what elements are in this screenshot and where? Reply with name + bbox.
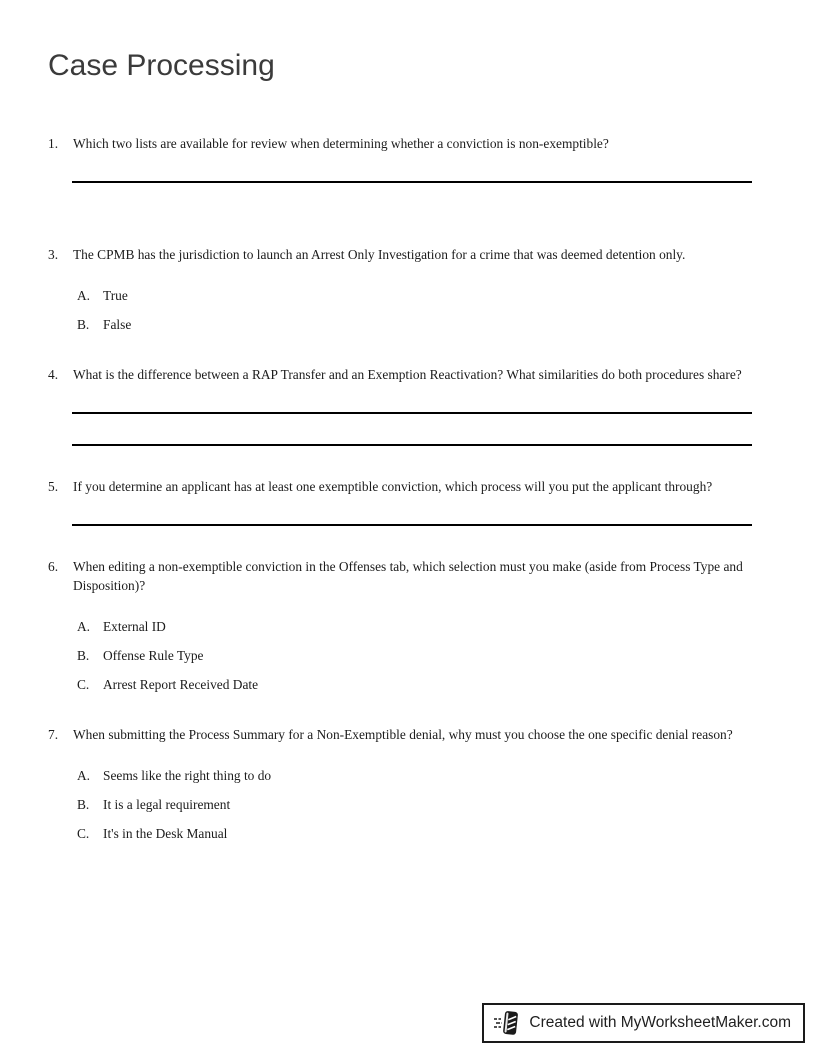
question-text: When editing a non-exemptible conviction in the Offenses tab, which selection must you make (aside from Process Type and Disposition)?	[73, 559, 743, 593]
option-letter: C.	[77, 677, 90, 692]
question-body	[73, 725, 768, 843]
question-number: 1.	[48, 136, 59, 151]
question-body	[73, 365, 768, 446]
worksheetmaker-logo-icon	[494, 1010, 520, 1037]
question-text: Which two lists are available for review when determining whether a conviction is non-exemptible?	[73, 136, 609, 151]
question-text: The CPMB has the jurisdiction to launch an Arrest Only Investigation for a crime that was deemed detention only.	[73, 247, 686, 262]
answer-option	[77, 315, 768, 334]
question-item	[48, 245, 768, 334]
answer-option	[77, 675, 768, 694]
question-item	[48, 557, 768, 694]
question-text: If you determine an applicant has at least one exemptible conviction, which process will you put the applicant through?	[73, 479, 713, 494]
answer-blank-line	[72, 181, 752, 183]
question-body	[73, 477, 768, 526]
options-list	[77, 617, 768, 694]
answer-option	[77, 766, 768, 785]
question-number: 7.	[48, 727, 59, 742]
option-letter: B.	[77, 648, 90, 663]
option-letter: A.	[77, 288, 91, 303]
question-text: What is the difference between a RAP Transfer and an Exemption Reactivation? What similarities do both procedures share?	[73, 367, 742, 382]
answer-blank-line	[72, 524, 752, 526]
option-text: It's in the Desk Manual	[103, 826, 228, 841]
options-list	[77, 766, 768, 843]
question-number: 6.	[48, 559, 59, 574]
question-item	[48, 365, 768, 446]
option-letter: A.	[77, 619, 91, 634]
worksheet-title: Case Processing	[48, 49, 275, 82]
question-text: When submitting the Process Summary for a Non-Exemptible denial, why must you choose the one specific denial reason?	[73, 727, 733, 742]
option-text: Seems like the right thing to do	[103, 768, 272, 783]
option-letter: B.	[77, 797, 90, 812]
options-list	[77, 286, 768, 334]
questions-list	[48, 134, 768, 843]
option-letter: B.	[77, 317, 90, 332]
question-item	[48, 477, 768, 526]
answer-option	[77, 795, 768, 814]
question-body	[73, 557, 768, 694]
option-text: Offense Rule Type	[103, 648, 204, 663]
question-item	[48, 725, 768, 843]
answer-option	[77, 824, 768, 843]
option-text: True	[103, 288, 128, 303]
option-letter: C.	[77, 826, 90, 841]
question-body	[73, 134, 768, 183]
answer-option	[77, 286, 768, 305]
option-text: False	[103, 317, 132, 332]
question-item	[48, 134, 768, 183]
attribution-badge	[482, 1003, 805, 1043]
question-body	[73, 245, 768, 334]
question-number: 5.	[48, 479, 59, 494]
answer-option	[77, 617, 768, 636]
answer-blank-line	[72, 444, 752, 446]
attribution-text: Created with MyWorksheetMaker.com	[529, 1014, 791, 1031]
answer-blank-line	[72, 412, 752, 414]
option-letter: A.	[77, 768, 91, 783]
question-number: 4.	[48, 367, 59, 382]
option-text: It is a legal requirement	[103, 797, 231, 812]
answer-option	[77, 646, 768, 665]
option-text: External ID	[103, 619, 166, 634]
option-text: Arrest Report Received Date	[103, 677, 259, 692]
question-number: 3.	[48, 247, 59, 262]
